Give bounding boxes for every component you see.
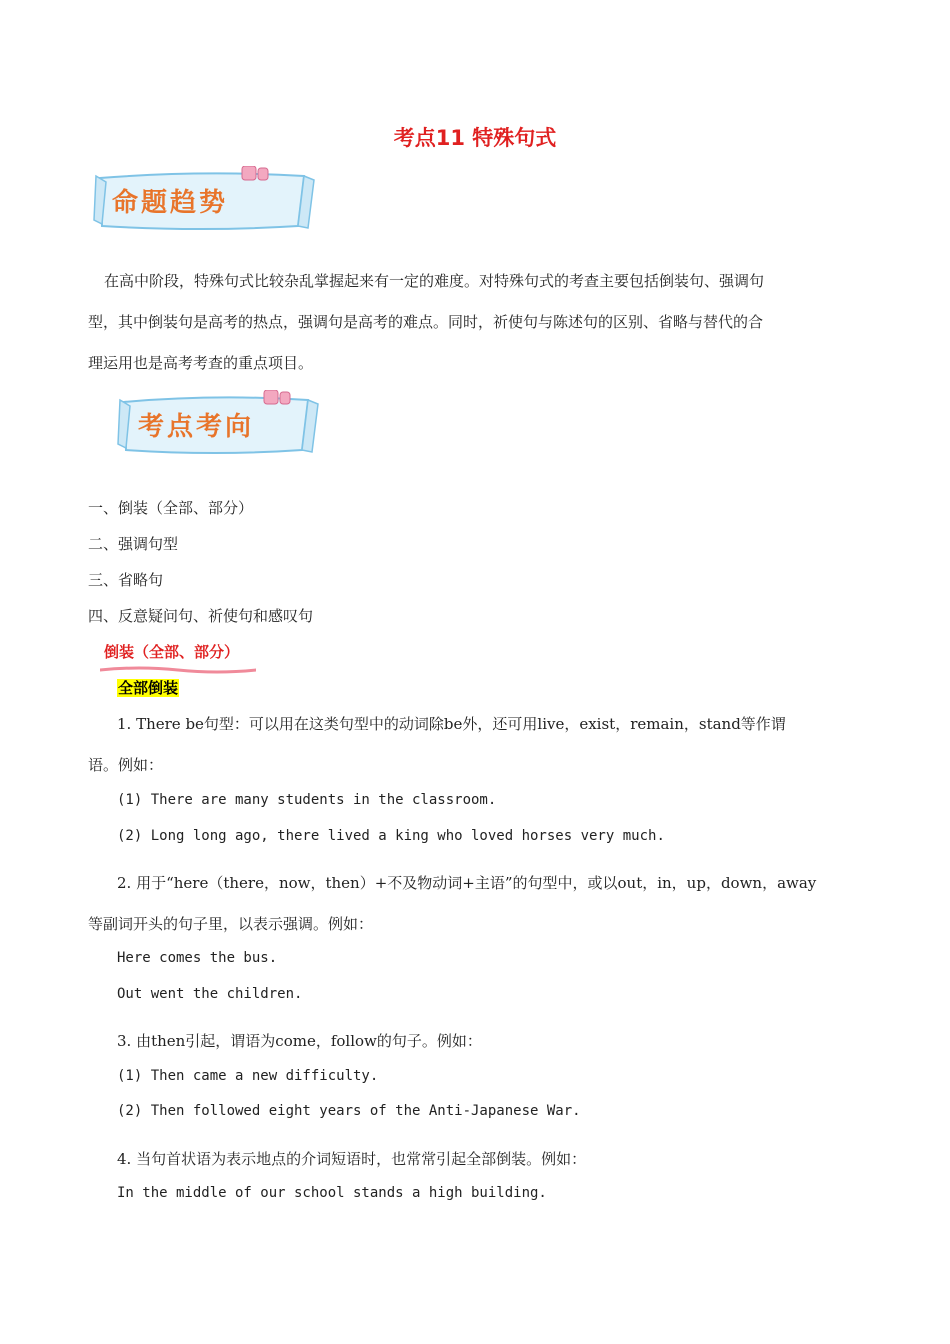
rule-4-example-1: In the middle of our school stands a high building.: [117, 1185, 547, 1201]
section-heading: 倒装（全部、部分）: [104, 643, 240, 661]
rule-2-example-1: Here comes the bus.: [117, 950, 278, 966]
intro-line-1: 在高中阶段，特殊句式比较杂乱掌握起来有一定的难度。对特殊句式的考查主要包括倒装句、强调句: [104, 272, 765, 290]
rule-2-example-2: Out went the children.: [117, 986, 303, 1002]
rule-3-line-1: 3. 由then引起，谓语为come，follow的句子。例如：: [117, 1032, 482, 1050]
rule-3-example-1: (1) Then came a new difficulty.: [117, 1068, 379, 1084]
heading-underline: [100, 659, 256, 667]
rule-1-line-2: 语。例如：: [88, 756, 164, 774]
rule-2-line-1: 2. 用于“here（there，now，then）+不及物动词+主语”的句型中，或以out，in，up，down，away: [117, 874, 817, 892]
rule-1-example-1: (1) There are many students in the classroom.: [117, 792, 497, 808]
rule-1-line-1: 1. There be句型：可以用在这类句型中的动词除be外，还可用live，exist，remain，stand等作谓: [117, 715, 786, 733]
section-banner-trend: [92, 166, 322, 228]
rule-3-example-2: (2) Then followed eight years of the Anti-Japanese War.: [117, 1103, 581, 1119]
page-title: 考点11 特殊句式: [393, 126, 557, 150]
rule-2-line-2: 等副词开头的句子里，以表示强调。例如：: [88, 915, 374, 933]
rule-1-example-2: (2) Long long ago, there lived a king who loved horses very much.: [117, 828, 665, 844]
banner-focus-label: 考点考向: [138, 412, 255, 442]
subsection-heading: 全部倒装: [118, 679, 179, 697]
outline-item-1: 一、倒装（全部、部分）: [88, 499, 254, 517]
outline-item-4: 四、反意疑问句、祈使句和感叹句: [88, 607, 314, 625]
outline-item-3: 三、省略句: [88, 571, 164, 589]
rule-4-line-1: 4. 当句首状语为表示地点的介词短语时，也常常引起全部倒装。例如：: [117, 1150, 587, 1168]
intro-line-3: 理运用也是高考考查的重点项目。: [88, 354, 314, 372]
banner-trend-label: 命题趋势: [112, 188, 229, 218]
intro-line-2: 型，其中倒装句是高考的热点，强调句是高考的难点。同时，祈使句与陈述句的区别、省略与替代的合: [88, 313, 764, 331]
outline-item-2: 二、强调句型: [88, 535, 179, 553]
section-banner-focus: [116, 390, 346, 452]
